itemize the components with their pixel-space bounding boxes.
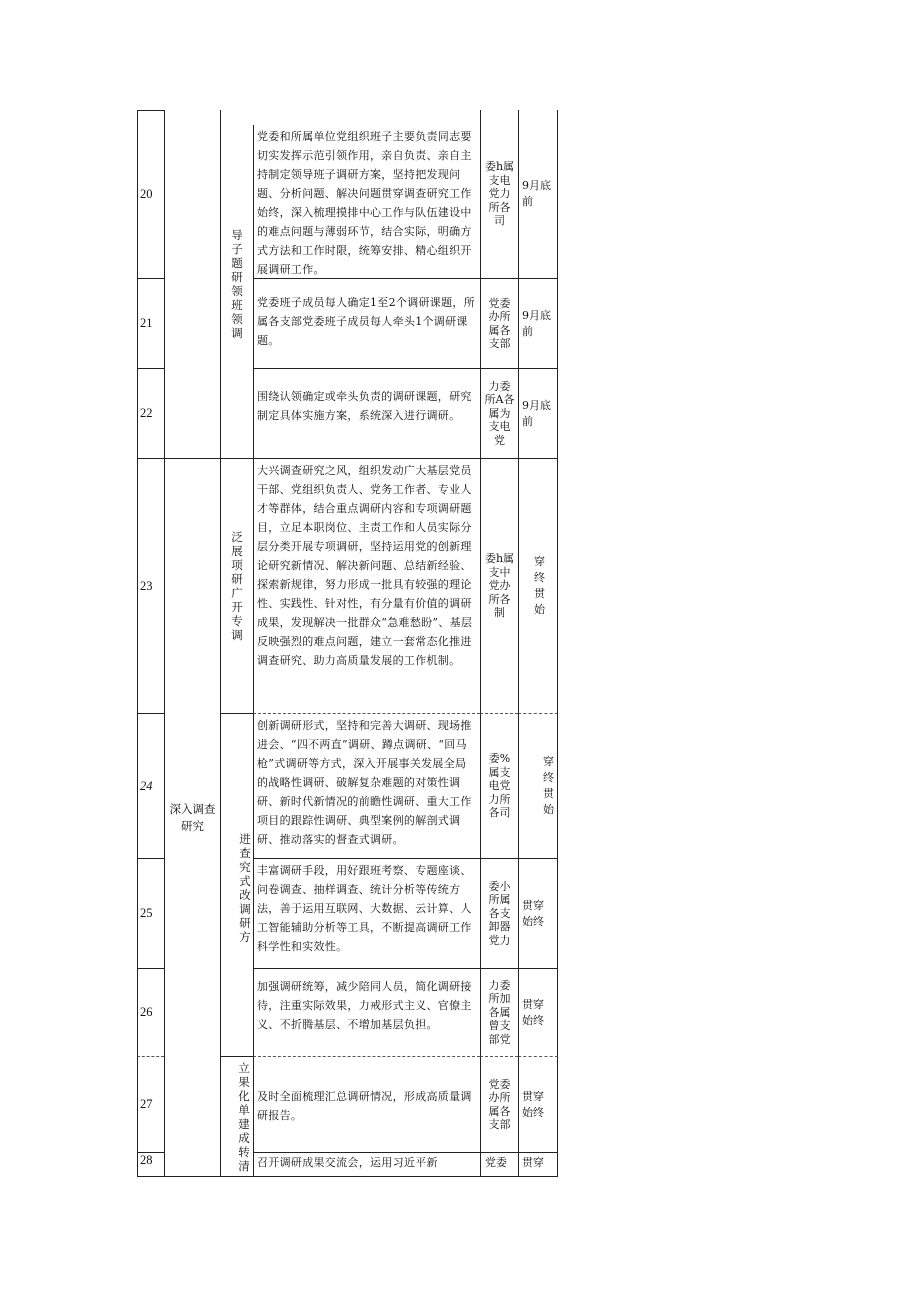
row-responsible: 委h属支电党力所各司	[484, 160, 515, 228]
level1-deep-cell	[164, 458, 220, 1177]
row-responsible: 委h属支中党办所各制	[484, 552, 515, 620]
row-time: 9月底前	[522, 308, 551, 338]
row-time: 贯穿始终	[522, 1089, 544, 1119]
row-responsible-cell	[480, 1056, 518, 1152]
row-responsible-cell	[480, 458, 518, 713]
row-time-cell	[518, 968, 558, 1056]
level2-broad: 泛展项研广开专调	[231, 530, 243, 642]
level2-result: 立果化单建成转清	[238, 1061, 250, 1173]
row-responsible-cell	[480, 713, 518, 858]
row-content: 创新调研形式，坚持和完善大调研、现场推进会、“四不两直”调研、蹲点调研、“回马枪”式调研等方式，深入开展事关发展全局的战略性调研、破解复杂难题的对策性调研、新时代新情况的前瞻性调研、重大工作项目的跟踪性调研、典型案例的解剖式调研、推动落实的督查式调研。	[253, 713, 480, 858]
row-content: 及时全面梳理汇总调研情况，形成高质量调研报告。	[253, 1056, 480, 1152]
row-time: 贯穿始终	[522, 997, 544, 1027]
row-responsible-cell	[480, 968, 518, 1056]
row-number: 21	[137, 278, 164, 368]
row-content: 召开调研成果交流会，运用习近平新	[253, 1152, 480, 1177]
row-number: 27	[137, 1056, 164, 1152]
level1-deep: 深入调查研究	[169, 802, 216, 833]
row-responsible: 党委	[480, 1152, 518, 1177]
row-responsible: 力委所A各属为支电党	[484, 379, 515, 447]
bottom-edge	[164, 1152, 253, 1177]
row-time: 9月底前	[522, 179, 551, 208]
row-content: 围绕认领确定或牵头负责的调研课题，研究制定具体实施方案，系统深入进行调研。	[253, 368, 480, 458]
task-table	[137, 110, 558, 1177]
row-number: 28	[137, 1152, 164, 1177]
row-content: 丰富调研手段，用好跟班考察、专题座谈、问卷调查、抽样调查、统计分析等传统方法，善于运用互联网、大数据、云计算、人工智能辅助分析等工具，不断提高调研工作科学性和实效性。	[253, 858, 480, 968]
row-time: 穿终贯始	[543, 755, 554, 816]
row-content: 党委班子成员每人确定1至2个调研课题，所属各支部党委班子成员每人牵头1个调研课题。	[253, 278, 480, 368]
row-content: 大兴调查研究之风，组织发动广大基层党员干部、党组织负责人、党务工作者、专业人才等群体，结合重点调研内容和专项调研题目，立足本职岗位、主责工作和人员实际分层分类开展专项调研，坚持运用党的创新理论研究新情况、解决新问题、总结新经验、探索新规律，努力形成一批具有较强的理论性、实践性、针对性，有分量有价值的调研成果，发现解决一批群众“急难愁盼”、基层反映强烈的难点问题，建立一套常态化推进调查研究、助力高质量发展的工作机制。	[253, 458, 480, 713]
row-content: 党委和所属单位党组织班子主要负责同志要切实发挥示范引领作用，亲自负责、亲自主持制定领导班子调研方案，坚持把发现问题、分析问题、解决问题贯穿调查研究工作始终，深入梳理摸排中心工作与队伍建设中的难点问题与薄弱环节，结合实际，明确方式方法和工作时限，统筹安排、精心组织开展调研工作。	[253, 125, 480, 278]
level1-blank	[164, 110, 220, 458]
row-responsible-cell	[480, 278, 518, 368]
row-time: 穿终贯始	[534, 555, 545, 616]
level2-lead: 导子题研领班领调	[231, 228, 243, 340]
row-time: 贯穿始终	[522, 898, 544, 928]
level2-broad-cell	[220, 458, 253, 713]
row-number: 24	[137, 713, 164, 858]
row-responsible: 党委办所属各支部	[488, 296, 511, 350]
row-responsible-cell	[480, 110, 518, 278]
row-responsible: 党委办所属各支部	[488, 1077, 511, 1131]
level2-lead-cell	[220, 110, 253, 458]
row-time: 9月底前	[522, 398, 551, 428]
row-time-cell	[518, 713, 558, 858]
level2-method-cell	[220, 713, 253, 1056]
row-time-cell	[518, 110, 558, 278]
row-number: 25	[137, 858, 164, 968]
row-number: 22	[137, 368, 164, 458]
row-time-cell	[518, 1056, 558, 1152]
row-time-cell	[518, 278, 558, 368]
row-responsible: 力委所加各属曾支部党	[488, 978, 511, 1046]
row-time-cell	[518, 858, 558, 968]
row-number: 23	[137, 458, 164, 713]
row-number: 20	[137, 110, 164, 278]
row-time: 贯穿	[518, 1152, 558, 1177]
row-responsible: 委%属支电党力所各司	[488, 752, 511, 820]
level2-method: 进查究式改调研方	[239, 832, 251, 944]
row-time-cell	[518, 458, 558, 713]
row-responsible-cell	[480, 858, 518, 968]
row-responsible-cell	[480, 368, 518, 458]
row-content: 加强调研统筹，减少陪同人员，简化调研接待，注重实际效果，力戒形式主义、官僚主义、不折腾基层、不增加基层负担。	[253, 968, 480, 1056]
row-time-cell	[518, 368, 558, 458]
row-responsible: 委小所属各支卸器党力	[488, 879, 511, 947]
row-number: 26	[137, 968, 164, 1056]
